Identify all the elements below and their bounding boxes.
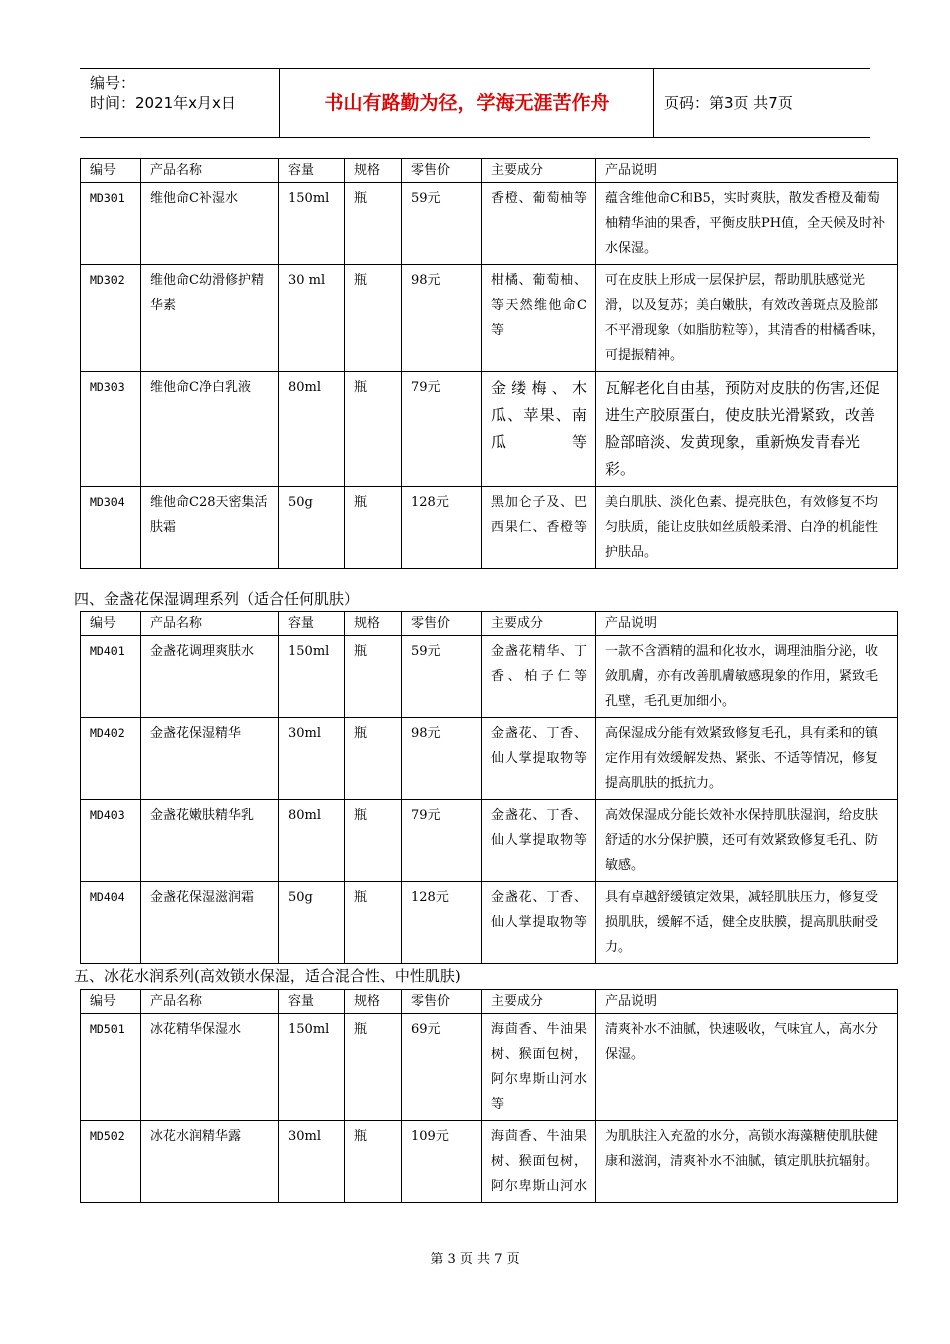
product-code: MD302 (81, 265, 141, 372)
header-cell-price: 零售价 (402, 990, 482, 1014)
product-capacity: 150ml (279, 183, 345, 265)
product-table-series5 (80, 989, 898, 1203)
product-price: 109元 (402, 1121, 482, 1203)
product-price: 128元 (402, 882, 482, 964)
table-row (81, 1014, 898, 1121)
product-price: 59元 (402, 183, 482, 265)
header-number-label: 编号： (90, 74, 136, 92)
product-table-series3 (80, 158, 898, 569)
header-cell-ingredients: 主要成分 (482, 612, 596, 636)
table-row (81, 882, 898, 964)
product-description: 可在皮肤上形成一层保护层，帮助肌肤感觉光滑，以及复苏；美白嫩肤，有效改善斑点及脸部不平滑现象（如脂肪粒等），其清香的柑橘香味，可提振精神。 (596, 265, 898, 372)
header-cell-spec: 规格 (345, 159, 402, 183)
product-name: 金盏花保湿滋润霜 (141, 882, 279, 964)
header-cell-price: 零售价 (402, 159, 482, 183)
product-price: 128元 (402, 487, 482, 569)
header-cell-code: 编号 (81, 159, 141, 183)
product-code: MD501 (81, 1014, 141, 1121)
header-page-label: 页码：第3页 共7页 (664, 94, 793, 112)
product-ingredients: 海茴香、牛油果树、猴面包树，阿尔卑斯山河水等 (482, 1014, 596, 1121)
product-code: MD401 (81, 636, 141, 718)
product-name: 维他命C28天密集活肤霜 (141, 487, 279, 569)
product-description: 具有卓越舒缓镇定效果，减轻肌肤压力，修复受损肌肤，缓解不适，健全皮肤膜，提高肌肤耐受力。 (596, 882, 898, 964)
product-capacity: 80ml (279, 800, 345, 882)
table-row (81, 1121, 898, 1203)
product-capacity: 30ml (279, 1121, 345, 1203)
product-ingredients: 金盏花、丁香、仙人掌提取物等 (482, 800, 596, 882)
product-price: 79元 (402, 800, 482, 882)
product-spec: 瓶 (345, 882, 402, 964)
product-capacity: 150ml (279, 1014, 345, 1121)
product-ingredients: 黑加仑子及、巴西果仁、香橙等 (482, 487, 596, 569)
product-price: 98元 (402, 718, 482, 800)
section-title-series5: 五、冰花水润系列(高效锁水保湿，适合混合性、中性肌肤) (74, 967, 461, 985)
section-title-series4: 四、金盏花保湿调理系列（适合任何肌肤） (74, 590, 360, 608)
header-cell-code: 编号 (81, 990, 141, 1014)
header-cell-spec: 规格 (345, 990, 402, 1014)
product-code: MD402 (81, 718, 141, 800)
product-description: 一款不含酒精的温和化妆水，调理油脂分泌，收敛肌膚，亦有改善肌膚敏感現象的作用，紧致毛孔壁，毛孔更加细小。 (596, 636, 898, 718)
table-row (81, 372, 898, 487)
product-spec: 瓶 (345, 636, 402, 718)
product-name: 冰花精华保湿水 (141, 1014, 279, 1121)
product-ingredients: 金缕梅、木瓜、苹果、南瓜等 (482, 372, 596, 487)
product-code: MD304 (81, 487, 141, 569)
header-cell-price: 零售价 (402, 612, 482, 636)
product-name: 冰花水润精华露 (141, 1121, 279, 1203)
header-cell-name: 产品名称 (141, 612, 279, 636)
header-cell-capacity: 容量 (279, 990, 345, 1014)
header-cell-code: 编号 (81, 612, 141, 636)
header-cell-ingredients: 主要成分 (482, 990, 596, 1014)
product-price: 59元 (402, 636, 482, 718)
product-spec: 瓶 (345, 1121, 402, 1203)
product-description: 清爽补水不油腻，快速吸收，气味宜人，高水分保湿。 (596, 1014, 898, 1121)
product-description: 高效保湿成分能长效补水保持肌肤湿润，给皮肤舒适的水分保护膜，还可有效紧致修复毛孔、防敏感。 (596, 800, 898, 882)
product-code: MD403 (81, 800, 141, 882)
product-spec: 瓶 (345, 372, 402, 487)
product-spec: 瓶 (345, 265, 402, 372)
header-cell-name: 产品名称 (141, 159, 279, 183)
table-header-row (81, 159, 898, 183)
product-price: 79元 (402, 372, 482, 487)
product-capacity: 50g (279, 882, 345, 964)
product-price: 69元 (402, 1014, 482, 1121)
page-footer: 第 3 页 共 7 页 (430, 1252, 520, 1267)
table-row (81, 636, 898, 718)
header-meta (80, 69, 280, 137)
product-code: MD301 (81, 183, 141, 265)
product-ingredients: 金盏花、丁香、仙人掌提取物等 (482, 882, 596, 964)
product-ingredients: 柑橘、葡萄柚、等天然维他命C等 (482, 265, 596, 372)
table-row (81, 800, 898, 882)
product-description: 美白肌肤、淡化色素、提亮肤色，有效修复不均匀肤质，能让皮肤如丝质般柔滑、白净的机能性护肤品。 (596, 487, 898, 569)
product-code: MD502 (81, 1121, 141, 1203)
header-motto: 书山有路勤为径，学海无涯苦作舟 (281, 69, 654, 137)
header-cell-name: 产品名称 (141, 990, 279, 1014)
product-name: 维他命C幼滑修护精华素 (141, 265, 279, 372)
product-ingredients: 香橙、葡萄柚等 (482, 183, 596, 265)
product-capacity: 50g (279, 487, 345, 569)
product-description: 蕴含维他命C和B5，实时爽肤，散发香橙及葡萄柚精华油的果香，平衡皮肤PH值，全天候及时补水保湿。 (596, 183, 898, 265)
product-spec: 瓶 (345, 1014, 402, 1121)
page-header (80, 68, 870, 138)
table-row (81, 487, 898, 569)
header-cell-description: 产品说明 (596, 990, 898, 1014)
header-cell-capacity: 容量 (279, 612, 345, 636)
product-description: 高保湿成分能有效紧致修复毛孔，具有柔和的镇定作用有效缓解发热、紧张、不适等情况，修复提高肌肤的抵抗力。 (596, 718, 898, 800)
product-name: 金盏花调理爽肤水 (141, 636, 279, 718)
product-capacity: 150ml (279, 636, 345, 718)
product-code: MD303 (81, 372, 141, 487)
product-spec: 瓶 (345, 800, 402, 882)
product-description: 瓦解老化自由基，预防对皮肤的伤害,还促进生产胶原蛋白，使皮肤光滑紧致，改善脸部暗淡、发黄现象，重新焕发青春光彩。 (596, 372, 898, 487)
table-header-row (81, 612, 898, 636)
table-row (81, 183, 898, 265)
product-ingredients: 金盏花、丁香、仙人掌提取物等 (482, 718, 596, 800)
header-cell-description: 产品说明 (596, 159, 898, 183)
header-cell-ingredients: 主要成分 (482, 159, 596, 183)
product-capacity: 30ml (279, 718, 345, 800)
header-time-label: 时间：2021年x月x日 (90, 94, 236, 112)
table-header-row (81, 990, 898, 1014)
header-cell-capacity: 容量 (279, 159, 345, 183)
product-spec: 瓶 (345, 718, 402, 800)
product-name: 金盏花嫩肤精华乳 (141, 800, 279, 882)
product-code: MD404 (81, 882, 141, 964)
product-capacity: 80ml (279, 372, 345, 487)
product-name: 维他命C补湿水 (141, 183, 279, 265)
product-price: 98元 (402, 265, 482, 372)
product-name: 维他命C净白乳液 (141, 372, 279, 487)
product-table-series4 (80, 611, 898, 964)
product-capacity: 30 ml (279, 265, 345, 372)
product-ingredients: 海茴香、牛油果树、猴面包树，阿尔卑斯山河水 (482, 1121, 596, 1203)
product-spec: 瓶 (345, 487, 402, 569)
product-description: 为肌肤注入充盈的水分，高锁水海藻糖使肌肤健康和滋润，清爽补水不油腻，镇定肌肤抗辐射。 (596, 1121, 898, 1203)
table-row (81, 718, 898, 800)
product-ingredients: 金盏花精华、丁香、柏子仁等 (482, 636, 596, 718)
product-spec: 瓶 (345, 183, 402, 265)
product-name: 金盏花保湿精华 (141, 718, 279, 800)
table-row (81, 265, 898, 372)
header-cell-spec: 规格 (345, 612, 402, 636)
header-cell-description: 产品说明 (596, 612, 898, 636)
